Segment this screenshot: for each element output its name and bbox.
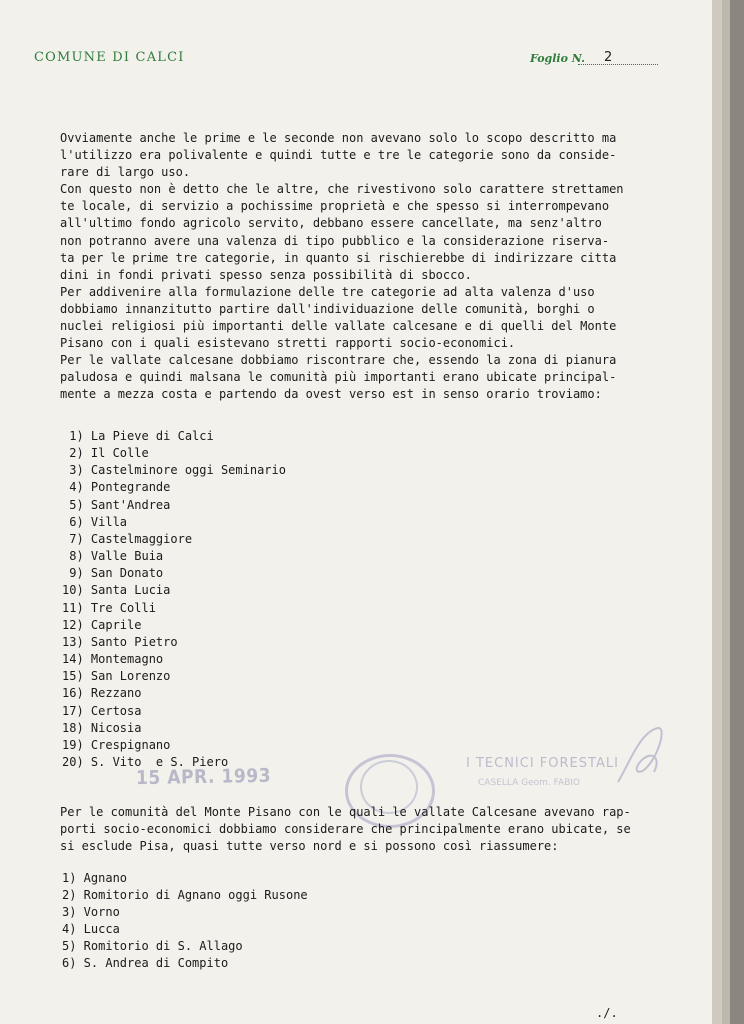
text-line: Ovviamente anche le prime e le seconde non avevano solo lo scopo descritto ma [60, 131, 617, 145]
list-item: 6) Villa [62, 514, 128, 529]
paragraph-intro [60, 130, 650, 404]
list-item: 16) Rezzano [62, 686, 142, 701]
text-line: Con questo non è detto che le altre, che rivestivono solo carattere strettamen [60, 182, 624, 197]
page-edge [712, 0, 722, 1024]
list-item: 6) S. Andrea di Compito [62, 956, 229, 971]
list-item: 14) Montemagno [62, 652, 164, 667]
office-stamp-subtitle: CASELLA Geom. FABIO [478, 778, 581, 788]
list-item: 20) S. Vito e S. Piero [62, 754, 229, 769]
binder-edge [730, 0, 744, 1024]
folio-label: Foglio N. [530, 52, 585, 65]
list-item: 3) Castelminore oggi Seminario [62, 463, 286, 478]
text-line: paludosa e quindi malsana le comunità più importanti erano ubicate principal- [60, 370, 617, 385]
text-line: ta per le prime tre categorie, in quanto si rischierebbe di indirizzare citta [60, 250, 617, 265]
text-line: l'utilizzo era polivalente e quindi tutte e tre le categorie sono da conside- [60, 148, 617, 163]
text-line: Per addivenire alla formulazione delle tre categorie ad alta valenza d'uso [60, 284, 595, 299]
office-stamp: I TECNICI FORESTALI [466, 756, 619, 771]
list-item: 7) Castelmaggiore [62, 531, 193, 546]
page-edge [722, 0, 730, 1024]
text-line: Pisano con i quali esistevano stretti rapporti socio-economici. [60, 336, 516, 351]
text-line: dini in fondi privati spesso senza possibilità di sbocco. [60, 267, 472, 282]
list-vallate-calcesane [62, 428, 286, 771]
list-item: 4) Lucca [62, 922, 120, 937]
list-item: 8) Valle Buia [62, 549, 164, 564]
list-item: 1) Agnano [62, 871, 128, 885]
list-item: 17) Certosa [62, 703, 142, 718]
letterhead: COMUNE DI CALCI [34, 50, 185, 65]
continuation-mark: ./. [596, 1006, 618, 1020]
list-item: 19) Crespignano [62, 737, 171, 752]
list-item: 12) Caprile [62, 617, 142, 632]
text-line: te locale, di servizio a pochissime proprietà e che spesso si interrompevano [60, 199, 610, 214]
text-line: nuclei religiosi più importanti delle vallate calcesane e di quelli del Monte [60, 319, 617, 334]
date-stamp: 15 APR. 1993 [135, 764, 272, 790]
list-item: 13) Santo Pietro [62, 634, 178, 649]
text-line: Per le comunità del Monte Pisano con le quali le vallate Calcesane avevano rap- [60, 805, 631, 819]
list-item: 1) La Pieve di Calci [62, 429, 214, 443]
text-line: all'ultimo fondo agricolo servito, debbano essere cancellate, ma senz'altro [60, 216, 602, 231]
text-line: dobbiamo innanzitutto partire dall'individuazione delle comunità, borghi o [60, 301, 595, 316]
list-item: 10) Santa Lucia [62, 583, 171, 598]
text-line: porti socio-economici dobbiamo considerare che principalmente erano ubicate, se [60, 822, 631, 837]
list-item: 15) San Lorenzo [62, 669, 171, 684]
list-item: 4) Pontegrande [62, 480, 171, 495]
list-monte-pisano [62, 870, 308, 973]
text-line: Per le vallate calcesane dobbiamo riscontrare che, essendo la zona di pianura [60, 353, 617, 368]
list-item: 11) Tre Colli [62, 600, 156, 615]
list-item: 5) Romitorio di S. Allago [62, 939, 243, 954]
folio-number: 2 [604, 50, 613, 65]
text-line: mente a mezza costa e partendo da ovest verso est in senso orario troviamo: [60, 387, 602, 402]
text-line: rare di largo uso. [60, 165, 191, 180]
list-item: 9) San Donato [62, 566, 164, 581]
signature-mark [610, 722, 670, 792]
text-line: non potranno avere una valenza di tipo pubblico e la considerazione riserva- [60, 233, 610, 248]
list-item: 18) Nicosia [62, 720, 142, 735]
list-item: 3) Vorno [62, 905, 120, 920]
list-item: 2) Romitorio di Agnano oggi Rusone [62, 888, 308, 903]
list-item: 2) Il Colle [62, 446, 149, 461]
folio-line [578, 64, 658, 65]
list-item: 5) Sant'Andrea [62, 497, 171, 512]
text-line: si esclude Pisa, quasi tutte verso nord e si possono così riassumere: [60, 839, 559, 854]
paragraph-monte-pisano [60, 804, 650, 855]
